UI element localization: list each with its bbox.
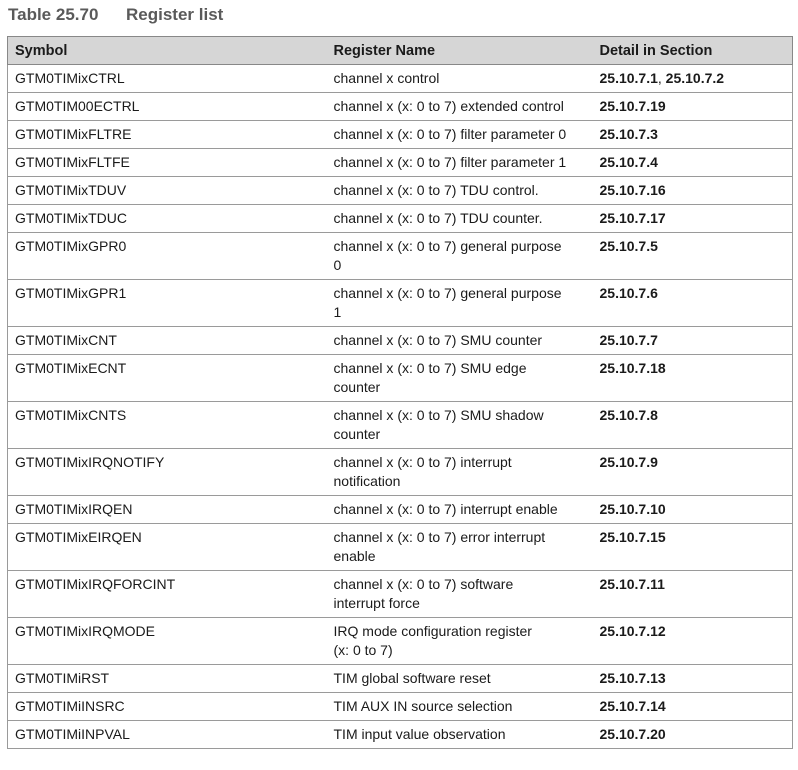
register-symbol: GTM0TIMixCTRL	[8, 65, 327, 93]
detail-section	[593, 402, 793, 449]
section-ref: 25.10.7.13	[599, 670, 666, 686]
register-name-line: channel x (x: 0 to 7) extended control	[333, 98, 564, 114]
detail-section	[593, 149, 793, 177]
detail-section	[593, 205, 793, 233]
register-name	[327, 205, 593, 233]
table-row	[8, 496, 793, 524]
table-header	[8, 37, 793, 65]
section-ref: 25.10.7.2	[665, 70, 725, 86]
section-separator: ,	[657, 70, 666, 86]
register-name	[327, 280, 593, 327]
section-ref: 25.10.7.16	[599, 182, 666, 198]
register-name	[327, 121, 593, 149]
detail-section	[593, 571, 793, 618]
register-symbol: GTM0TIMixGPR0	[8, 233, 327, 280]
register-symbol: GTM0TIMixFLTFE	[8, 149, 327, 177]
section-ref: 25.10.7.1	[599, 70, 658, 86]
register-name-line: channel x (x: 0 to 7) software	[333, 576, 514, 592]
table-row	[8, 65, 793, 93]
table-row	[8, 205, 793, 233]
register-name	[327, 149, 593, 177]
register-name-line: enable	[333, 548, 376, 564]
table-caption	[8, 5, 223, 25]
section-ref: 25.10.7.17	[599, 210, 666, 226]
table-row	[8, 280, 793, 327]
section-ref: 25.10.7.15	[599, 529, 666, 545]
table-row	[8, 402, 793, 449]
register-name-line: channel x (x: 0 to 7) SMU shadow	[333, 407, 544, 423]
table-row	[8, 121, 793, 149]
register-name-line: channel x control	[333, 70, 440, 86]
table-number: Table 25.70	[8, 5, 99, 24]
register-symbol: GTM0TIMiINSRC	[8, 693, 327, 721]
register-name-line: channel x (x: 0 to 7) filter parameter 0	[333, 126, 567, 142]
register-name-line: counter	[333, 426, 381, 442]
table-row	[8, 618, 793, 665]
register-symbol: GTM0TIMixIRQEN	[8, 496, 327, 524]
section-ref: 25.10.7.9	[599, 454, 658, 470]
register-name-line: channel x (x: 0 to 7) interrupt enable	[333, 501, 558, 517]
register-name-line: channel x (x: 0 to 7) SMU edge	[333, 360, 527, 376]
section-ref: 25.10.7.5	[599, 238, 658, 254]
table-title: Register list	[126, 5, 224, 24]
register-name	[327, 571, 593, 618]
section-ref: 25.10.7.12	[599, 623, 666, 639]
register-name-line: TIM AUX IN source selection	[333, 698, 513, 714]
section-ref: 25.10.7.3	[599, 126, 658, 142]
register-name	[327, 496, 593, 524]
header-detail-section: Detail in Section	[593, 37, 793, 65]
register-symbol: GTM0TIMixGPR1	[8, 280, 327, 327]
detail-section	[593, 355, 793, 402]
register-name-line: channel x (x: 0 to 7) general purpose	[333, 285, 562, 301]
section-ref: 25.10.7.6	[599, 285, 658, 301]
register-name-line: 0	[333, 257, 342, 273]
detail-section	[593, 233, 793, 280]
register-symbol: GTM0TIMixCNTS	[8, 402, 327, 449]
section-ref: 25.10.7.8	[599, 407, 658, 423]
section-ref: 25.10.7.20	[599, 726, 666, 742]
register-name-line: TIM input value observation	[333, 726, 506, 742]
register-name	[327, 665, 593, 693]
table-row	[8, 233, 793, 280]
register-name	[327, 402, 593, 449]
register-name-line: IRQ mode configuration register	[333, 623, 532, 639]
table-row	[8, 327, 793, 355]
register-name	[327, 93, 593, 121]
register-name-line: channel x (x: 0 to 7) TDU control.	[333, 182, 539, 198]
detail-section	[593, 280, 793, 327]
register-name	[327, 327, 593, 355]
register-name	[327, 233, 593, 280]
register-name	[327, 693, 593, 721]
section-ref: 25.10.7.14	[599, 698, 666, 714]
detail-section	[593, 327, 793, 355]
table-row	[8, 149, 793, 177]
register-name	[327, 721, 593, 749]
register-name	[327, 355, 593, 402]
register-symbol: GTM0TIMixEIRQEN	[8, 524, 327, 571]
register-name-line: interrupt force	[333, 595, 420, 611]
register-symbol: GTM0TIMixIRQMODE	[8, 618, 327, 665]
register-symbol: GTM0TIM00ECTRL	[8, 93, 327, 121]
register-name-line: 1	[333, 304, 342, 320]
register-name	[327, 618, 593, 665]
register-name-line: TIM global software reset	[333, 670, 491, 686]
register-name-line: channel x (x: 0 to 7) error interrupt	[333, 529, 546, 545]
detail-section	[593, 496, 793, 524]
table-row	[8, 524, 793, 571]
table-row	[8, 449, 793, 496]
register-name	[327, 524, 593, 571]
detail-section	[593, 721, 793, 749]
register-name	[327, 177, 593, 205]
register-name-line: counter	[333, 379, 381, 395]
table-row	[8, 93, 793, 121]
detail-section	[593, 65, 793, 93]
section-ref: 25.10.7.18	[599, 360, 666, 376]
table-body	[8, 65, 793, 749]
register-name-line: notification	[333, 473, 401, 489]
register-table	[7, 36, 793, 749]
register-name-line: channel x (x: 0 to 7) general purpose	[333, 238, 562, 254]
register-symbol: GTM0TIMixIRQFORCINT	[8, 571, 327, 618]
section-ref: 25.10.7.19	[599, 98, 666, 114]
register-symbol: GTM0TIMixTDUC	[8, 205, 327, 233]
register-symbol: GTM0TIMiRST	[8, 665, 327, 693]
register-name-line: channel x (x: 0 to 7) filter parameter 1	[333, 154, 567, 170]
register-symbol: GTM0TIMixCNT	[8, 327, 327, 355]
section-ref: 25.10.7.7	[599, 332, 658, 348]
header-row	[8, 37, 793, 65]
table-row	[8, 355, 793, 402]
table-row	[8, 571, 793, 618]
detail-section	[593, 524, 793, 571]
register-symbol: GTM0TIMiINPVAL	[8, 721, 327, 749]
register-symbol: GTM0TIMixIRQNOTIFY	[8, 449, 327, 496]
detail-section	[593, 693, 793, 721]
detail-section	[593, 449, 793, 496]
register-name-line: channel x (x: 0 to 7) SMU counter	[333, 332, 543, 348]
table-row	[8, 721, 793, 749]
register-symbol: GTM0TIMixTDUV	[8, 177, 327, 205]
detail-section	[593, 121, 793, 149]
detail-section	[593, 618, 793, 665]
section-ref: 25.10.7.4	[599, 154, 658, 170]
section-ref: 25.10.7.11	[599, 576, 665, 592]
register-symbol: GTM0TIMixFLTRE	[8, 121, 327, 149]
register-name-line: channel x (x: 0 to 7) interrupt	[333, 454, 512, 470]
register-symbol: GTM0TIMixECNT	[8, 355, 327, 402]
section-ref: 25.10.7.10	[599, 501, 666, 517]
detail-section	[593, 665, 793, 693]
table-row	[8, 693, 793, 721]
register-name-line: channel x (x: 0 to 7) TDU counter.	[333, 210, 543, 226]
register-name	[327, 65, 593, 93]
detail-section	[593, 93, 793, 121]
register-name	[327, 449, 593, 496]
table-row	[8, 665, 793, 693]
header-symbol: Symbol	[8, 37, 327, 65]
header-register-name: Register Name	[327, 37, 593, 65]
register-name-line: (x: 0 to 7)	[333, 642, 393, 658]
detail-section	[593, 177, 793, 205]
table-row	[8, 177, 793, 205]
